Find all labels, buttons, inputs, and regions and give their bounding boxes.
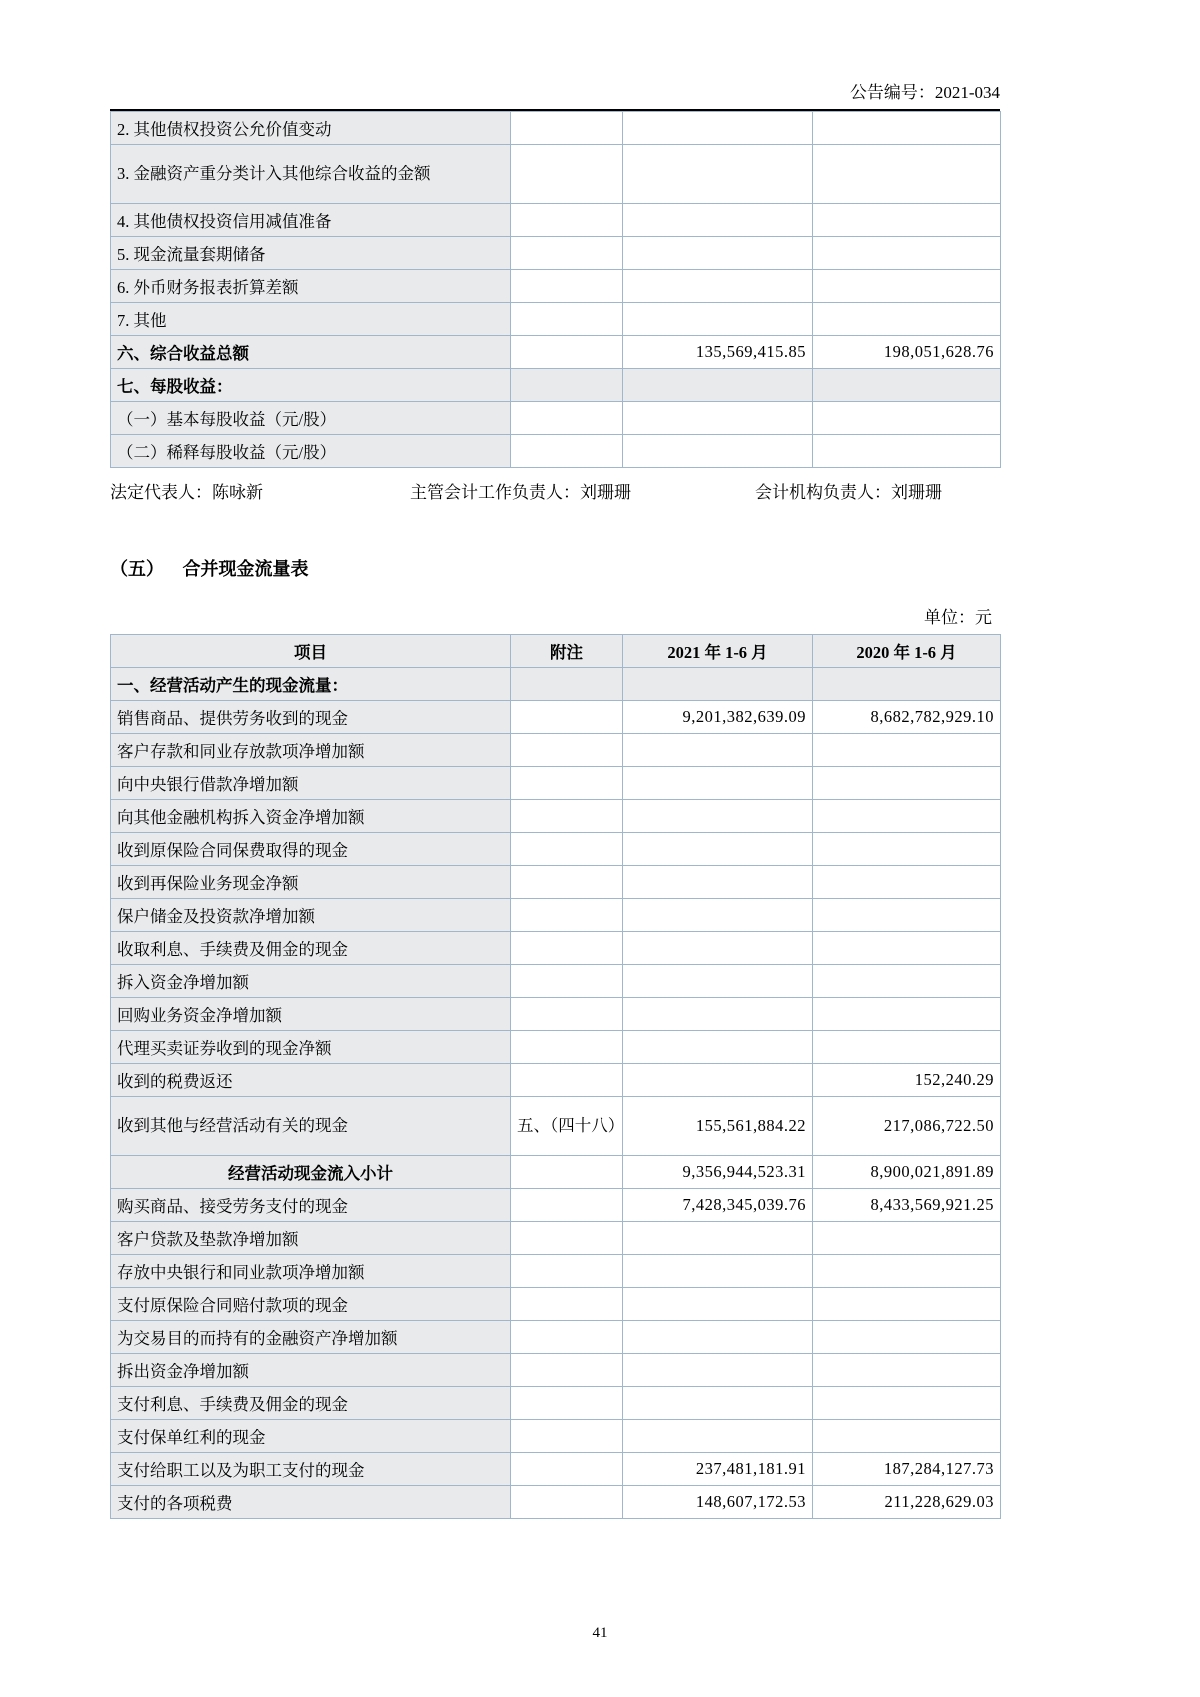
cashflow-row-note: [511, 1031, 623, 1064]
table-row: [111, 112, 1001, 145]
cashflow-row-value-2021: [623, 998, 813, 1031]
oci-row-value-2020: 198,051,628.76: [813, 336, 1001, 369]
cashflow-row-value-2021: [623, 965, 813, 998]
cashflow-row-note: [511, 1189, 623, 1222]
table-row: [111, 998, 1001, 1031]
cashflow-row-note: [511, 1453, 623, 1486]
cashflow-row-note: [511, 1387, 623, 1420]
page-content: [110, 0, 1000, 1519]
oci-row-note: [511, 237, 623, 270]
cashflow-row-label: 代理买卖证券收到的现金净额: [111, 1031, 511, 1064]
table-row: [111, 1222, 1001, 1255]
cashflow-row-note: [511, 1486, 623, 1519]
cashflow-row-label: 支付原保险合同赔付款项的现金: [111, 1288, 511, 1321]
oci-row-note: [511, 145, 623, 204]
cashflow-row-note: [511, 965, 623, 998]
cashflow-header-cell-2: 2021 年 1-6 月: [623, 635, 813, 668]
section-title-text: 合并现金流量表: [182, 559, 309, 579]
section-heading: [110, 555, 1000, 581]
table-row: [111, 800, 1001, 833]
table-row: [111, 1156, 1001, 1189]
cashflow-header-cell-0: 项目: [111, 635, 511, 668]
cashflow-row-value-2020: [813, 965, 1001, 998]
document-header: [110, 0, 1000, 111]
table-row: [111, 734, 1001, 767]
cashflow-row-note: [511, 1354, 623, 1387]
cashflow-row-label: 一、经营活动产生的现金流量：: [111, 668, 511, 701]
cashflow-row-value-2021: 237,481,181.91: [623, 1453, 813, 1486]
cashflow-row-note: [511, 1064, 623, 1097]
cashflow-row-value-2021: [623, 932, 813, 965]
oci-row-value-2021: [623, 303, 813, 336]
oci-row-value-2020: [813, 112, 1001, 145]
cashflow-row-note: [511, 998, 623, 1031]
cashflow-row-label: 向其他金融机构拆入资金净增加额: [111, 800, 511, 833]
cashflow-row-value-2021: [623, 1321, 813, 1354]
cashflow-row-label: 购买商品、接受劳务支付的现金: [111, 1189, 511, 1222]
cashflow-row-value-2021: [623, 800, 813, 833]
oci-row-note: [511, 112, 623, 145]
oci-row-note: [511, 435, 623, 468]
table-row: [111, 237, 1001, 270]
cashflow-row-value-2021: [623, 1420, 813, 1453]
cashflow-header-cell-3: 2020 年 1-6 月: [813, 635, 1001, 668]
table-row: [111, 435, 1001, 468]
table-row: [111, 899, 1001, 932]
cashflow-row-note: [511, 899, 623, 932]
accounting-head: 主管会计工作负责人：刘珊珊: [410, 483, 631, 502]
cashflow-table: [110, 634, 1001, 1519]
cashflow-row-label: 客户贷款及垫款净增加额: [111, 1222, 511, 1255]
table-row: [111, 965, 1001, 998]
cashflow-row-note: [511, 734, 623, 767]
cashflow-row-value-2020: 8,682,782,929.10: [813, 701, 1001, 734]
cashflow-row-value-2020: [813, 1321, 1001, 1354]
accounting-organization-head: 会计机构负责人：刘珊珊: [755, 483, 942, 502]
oci-row-label: 七、每股收益：: [111, 369, 511, 402]
table-row: [111, 270, 1001, 303]
cashflow-row-value-2020: [813, 833, 1001, 866]
cashflow-row-value-2021: 7,428,345,039.76: [623, 1189, 813, 1222]
unit-label: 单位：元: [924, 608, 992, 627]
table-row: [111, 668, 1001, 701]
table-row: [111, 1420, 1001, 1453]
cashflow-row-label: 保户储金及投资款净增加额: [111, 899, 511, 932]
cashflow-row-value-2020: 152,240.29: [813, 1064, 1001, 1097]
cashflow-row-label: 拆出资金净增加额: [111, 1354, 511, 1387]
cashflow-row-note: [511, 1222, 623, 1255]
table-row: [111, 1288, 1001, 1321]
cashflow-header-cell-1: 附注: [511, 635, 623, 668]
oci-row-label: 5. 现金流量套期储备: [111, 237, 511, 270]
cashflow-row-label: 拆入资金净增加额: [111, 965, 511, 998]
oci-row-value-2020: [813, 237, 1001, 270]
table-row: [111, 701, 1001, 734]
cashflow-row-value-2021: 9,356,944,523.31: [623, 1156, 813, 1189]
oci-row-note: [511, 402, 623, 435]
cashflow-row-value-2021: [623, 833, 813, 866]
cashflow-row-label: 支付保单红利的现金: [111, 1420, 511, 1453]
cashflow-row-note: [511, 668, 623, 701]
cashflow-row-value-2020: [813, 668, 1001, 701]
cashflow-row-note: [511, 1420, 623, 1453]
table-row: [111, 1064, 1001, 1097]
cashflow-row-value-2021: 155,561,884.22: [623, 1097, 813, 1156]
cashflow-row-label: 支付利息、手续费及佣金的现金: [111, 1387, 511, 1420]
oci-row-value-2021: [623, 145, 813, 204]
cashflow-row-value-2020: [813, 767, 1001, 800]
cashflow-row-label: 收到再保险业务现金净额: [111, 866, 511, 899]
oci-row-note: [511, 303, 623, 336]
table-row: [111, 1031, 1001, 1064]
cashflow-row-value-2020: [813, 932, 1001, 965]
cashflow-row-value-2021: [623, 668, 813, 701]
cashflow-row-value-2020: [813, 1255, 1001, 1288]
cashflow-row-value-2020: 8,433,569,921.25: [813, 1189, 1001, 1222]
cashflow-row-value-2020: [813, 1420, 1001, 1453]
oci-row-value-2020: [813, 145, 1001, 204]
oci-row-value-2020: [813, 435, 1001, 468]
cashflow-row-note: [511, 767, 623, 800]
oci-row-note: [511, 204, 623, 237]
oci-row-label: （一）基本每股收益（元/股）: [111, 402, 511, 435]
oci-row-value-2021: [623, 204, 813, 237]
cashflow-row-value-2020: [813, 899, 1001, 932]
cashflow-row-note: [511, 866, 623, 899]
oci-row-value-2021: 135,569,415.85: [623, 336, 813, 369]
oci-row-value-2021: [623, 435, 813, 468]
cashflow-row-note: [511, 932, 623, 965]
cashflow-row-label: 收到其他与经营活动有关的现金: [111, 1097, 511, 1156]
table-row: [111, 767, 1001, 800]
cashflow-row-note: [511, 800, 623, 833]
cashflow-row-note: [511, 1288, 623, 1321]
table-row: [111, 1321, 1001, 1354]
oci-row-label: 4. 其他债权投资信用减值准备: [111, 204, 511, 237]
cashflow-row-value-2020: [813, 1288, 1001, 1321]
table-row: [111, 932, 1001, 965]
table-row: [111, 369, 1001, 402]
cashflow-row-value-2021: [623, 1288, 813, 1321]
table-row: [111, 1097, 1001, 1156]
cashflow-row-value-2021: [623, 734, 813, 767]
cashflow-row-value-2020: [813, 1031, 1001, 1064]
cashflow-header-row: [111, 635, 1001, 668]
cashflow-row-value-2021: [623, 1031, 813, 1064]
cashflow-row-value-2020: 8,900,021,891.89: [813, 1156, 1001, 1189]
oci-row-label: 2. 其他债权投资公允价值变动: [111, 112, 511, 145]
cashflow-row-value-2020: 187,284,127.73: [813, 1453, 1001, 1486]
oci-row-label: 六、综合收益总额: [111, 336, 511, 369]
announcement-number: 公告编号：2021-034: [849, 83, 1000, 102]
cashflow-row-label: 为交易目的而持有的金融资产净增加额: [111, 1321, 511, 1354]
cashflow-row-value-2020: [813, 866, 1001, 899]
table-row: [111, 1255, 1001, 1288]
cashflow-row-label: 支付的各项税费: [111, 1486, 511, 1519]
cashflow-row-label: 收到原保险合同保费取得的现金: [111, 833, 511, 866]
legal-representative: 法定代表人：陈咏新: [110, 483, 263, 502]
oci-row-value-2020: [813, 270, 1001, 303]
cashflow-row-value-2020: [813, 1222, 1001, 1255]
cashflow-row-label: 经营活动现金流入小计: [111, 1156, 511, 1189]
cashflow-row-value-2021: 148,607,172.53: [623, 1486, 813, 1519]
cashflow-row-value-2021: [623, 1354, 813, 1387]
oci-row-value-2021: [623, 402, 813, 435]
table-row: [111, 1387, 1001, 1420]
cashflow-row-value-2021: [623, 866, 813, 899]
cashflow-row-value-2020: [813, 998, 1001, 1031]
oci-row-label: 3. 金融资产重分类计入其他综合收益的金额: [111, 145, 511, 204]
table-row: [111, 145, 1001, 204]
cashflow-row-value-2021: [623, 899, 813, 932]
table-row: [111, 1189, 1001, 1222]
cashflow-row-value-2020: 217,086,722.50: [813, 1097, 1001, 1156]
cashflow-row-note: [511, 1156, 623, 1189]
signature-row: [110, 478, 1000, 503]
cashflow-row-label: 回购业务资金净增加额: [111, 998, 511, 1031]
table-row: [111, 204, 1001, 237]
cashflow-row-note: [511, 1255, 623, 1288]
cashflow-row-value-2021: [623, 1222, 813, 1255]
cashflow-row-note: [511, 701, 623, 734]
cashflow-row-note: 五、（四十八）: [511, 1097, 623, 1156]
oci-row-value-2020: [813, 369, 1001, 402]
cashflow-row-note: [511, 833, 623, 866]
cashflow-row-label: 收到的税费返还: [111, 1064, 511, 1097]
table-row: [111, 303, 1001, 336]
cashflow-row-label: 存放中央银行和同业款项净增加额: [111, 1255, 511, 1288]
cashflow-row-value-2021: 9,201,382,639.09: [623, 701, 813, 734]
oci-row-note: [511, 369, 623, 402]
cashflow-row-value-2020: [813, 1354, 1001, 1387]
oci-row-value-2021: [623, 369, 813, 402]
section-index: （五）: [110, 559, 164, 579]
oci-row-value-2021: [623, 112, 813, 145]
table-row: [111, 1453, 1001, 1486]
oci-row-label: 7. 其他: [111, 303, 511, 336]
cashflow-row-label: 销售商品、提供劳务收到的现金: [111, 701, 511, 734]
cashflow-row-value-2021: [623, 1064, 813, 1097]
cashflow-row-value-2021: [623, 1255, 813, 1288]
cashflow-row-label: 收取利息、手续费及佣金的现金: [111, 932, 511, 965]
table-row: [111, 1354, 1001, 1387]
cashflow-row-label: 客户存款和同业存放款项净增加额: [111, 734, 511, 767]
table-row: [111, 866, 1001, 899]
table-row: [111, 336, 1001, 369]
oci-row-value-2021: [623, 270, 813, 303]
oci-row-label: 6. 外币财务报表折算差额: [111, 270, 511, 303]
oci-row-value-2020: [813, 204, 1001, 237]
oci-row-value-2020: [813, 402, 1001, 435]
cashflow-row-value-2021: [623, 767, 813, 800]
oci-row-value-2021: [623, 237, 813, 270]
oci-row-label: （二）稀释每股收益（元/股）: [111, 435, 511, 468]
cashflow-row-value-2021: [623, 1387, 813, 1420]
oci-row-note: [511, 270, 623, 303]
table-row: [111, 833, 1001, 866]
oci-row-note: [511, 336, 623, 369]
cashflow-row-value-2020: [813, 800, 1001, 833]
cashflow-row-label: 向中央银行借款净增加额: [111, 767, 511, 800]
cashflow-row-value-2020: [813, 1387, 1001, 1420]
cashflow-row-value-2020: [813, 734, 1001, 767]
cashflow-row-value-2020: 211,228,629.03: [813, 1486, 1001, 1519]
oci-table: [110, 111, 1001, 468]
cashflow-row-note: [511, 1321, 623, 1354]
cashflow-row-label: 支付给职工以及为职工支付的现金: [111, 1453, 511, 1486]
table-row: [111, 1486, 1001, 1519]
table-row: [111, 402, 1001, 435]
oci-row-value-2020: [813, 303, 1001, 336]
page-number: 41: [592, 1625, 608, 1641]
